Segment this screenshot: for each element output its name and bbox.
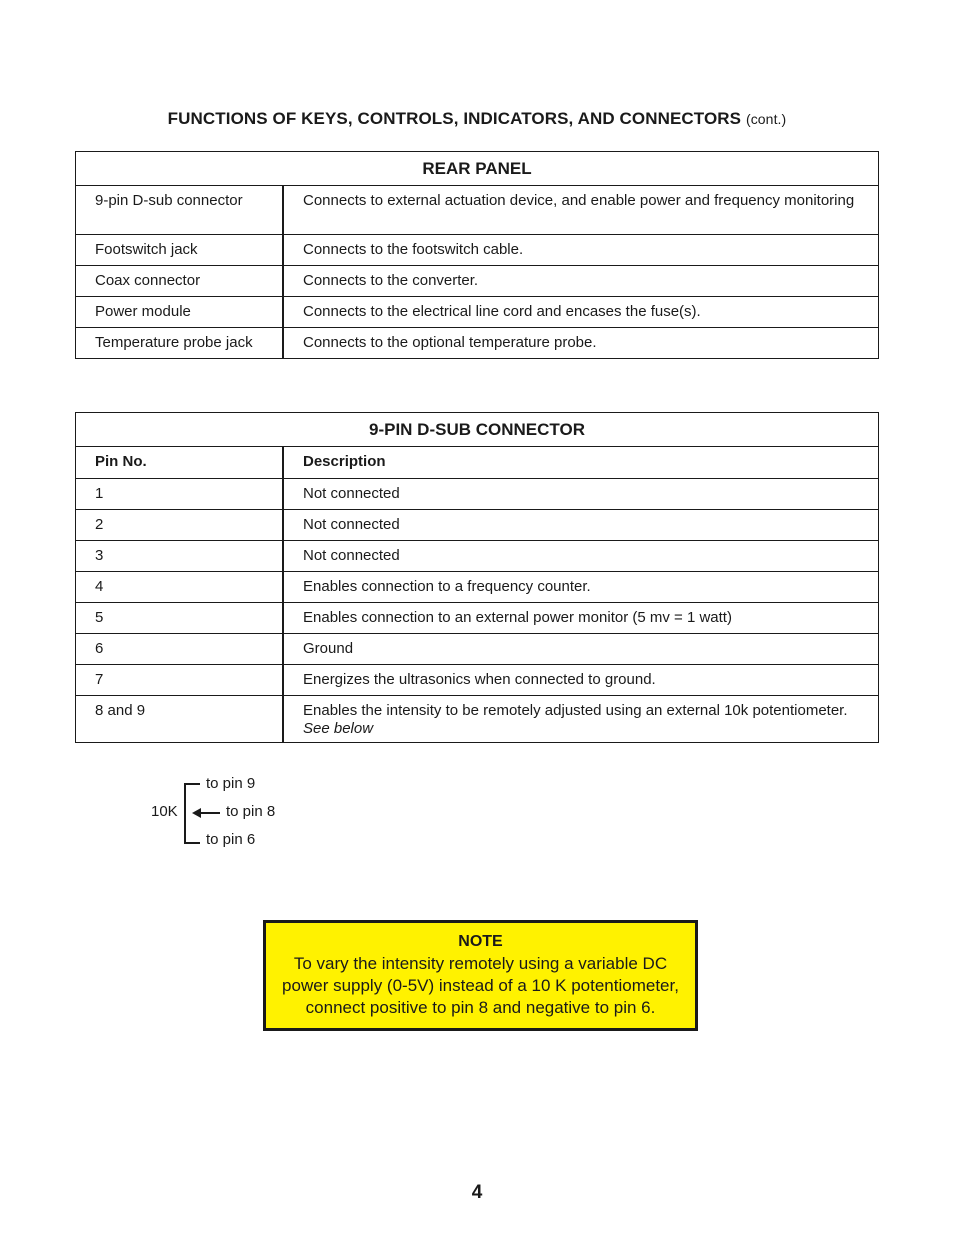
table-row [76,266,879,297]
heading-suffix: (cont.) [745,111,787,127]
heading-main: FUNCTIONS OF KEYS, CONTROLS, INDICATORS, AND CONNECTORS [167,109,742,128]
item-cell: Temperature probe jack [76,328,284,359]
note-title: NOTE [458,933,503,950]
table-row [76,665,879,696]
page-heading [0,109,954,129]
pin-cell: 6 [76,634,284,665]
dsub-title: 9-PIN D-SUB CONNECTOR [76,413,879,447]
pin-cell: 3 [76,541,284,572]
dsub-connector-table [75,412,879,743]
table-row [76,572,879,603]
description-text: Enables the intensity to be remotely adjusted using an external 10k potentiometer. [303,702,848,719]
table-row [76,297,879,328]
description-cell: Enables connection to an external power monitor (5 mv = 1 watt) [283,603,879,634]
description-cell: Connects to the converter. [283,266,879,297]
item-cell: 9-pin D-sub connector [76,186,284,235]
pin-8-label: to pin 8 [226,803,276,820]
table-row [76,479,879,510]
note-box [263,920,698,1031]
description-cell: Not connected [283,541,879,572]
item-cell: Power module [76,297,284,328]
pin-cell: 4 [76,572,284,603]
item-cell: Footswitch jack [76,235,284,266]
description-cell: Ground [283,634,879,665]
table-row [76,186,879,235]
description-cell: Not connected [283,479,879,510]
page-number: 4 [471,1182,483,1203]
table-row [76,510,879,541]
table-row [76,603,879,634]
table-row [76,235,879,266]
potentiometer-diagram [0,770,400,860]
wiper-arrow-icon [192,808,201,818]
pin-cell: 7 [76,665,284,696]
description-cell: Energizes the ultrasonics when connected to ground. [283,665,879,696]
table-row [76,634,879,665]
table-row [76,541,879,572]
pin-cell: 8 and 9 [76,696,284,743]
pin-6-label: to pin 6 [206,831,256,848]
item-cell: Coax connector [76,266,284,297]
description-cell: Connects to the electrical line cord and encases the fuse(s). [283,297,879,328]
table-row [76,328,879,359]
wiper-line [198,812,220,814]
resistor-label: 10K [151,803,178,820]
column-header-pin: Pin No. [76,447,284,479]
rear-panel-table [75,151,879,359]
table-row [76,696,879,743]
pin-cell: 2 [76,510,284,541]
description-cell: Connects to the optional temperature probe. [283,328,879,359]
rear-panel-title: REAR PANEL [76,152,879,186]
pin-cell: 1 [76,479,284,510]
see-below-note: See below [303,720,374,737]
note-body: To vary the intensity remotely using a variable DC power supply (0-5V) instead of a 10 K potentiometer, connect positive to pin 8 and negative to pin 6. [282,954,679,1017]
pin-cell: 5 [76,603,284,634]
pin-9-label: to pin 9 [206,775,256,792]
column-header-description: Description [283,447,879,479]
description-cell: Connects to the footswitch cable. [283,235,879,266]
description-cell: Not connected [283,510,879,541]
description-cell [283,696,879,743]
description-cell: Connects to external actuation device, and enable power and frequency monitoring [283,186,879,235]
description-cell: Enables connection to a frequency counter. [283,572,879,603]
